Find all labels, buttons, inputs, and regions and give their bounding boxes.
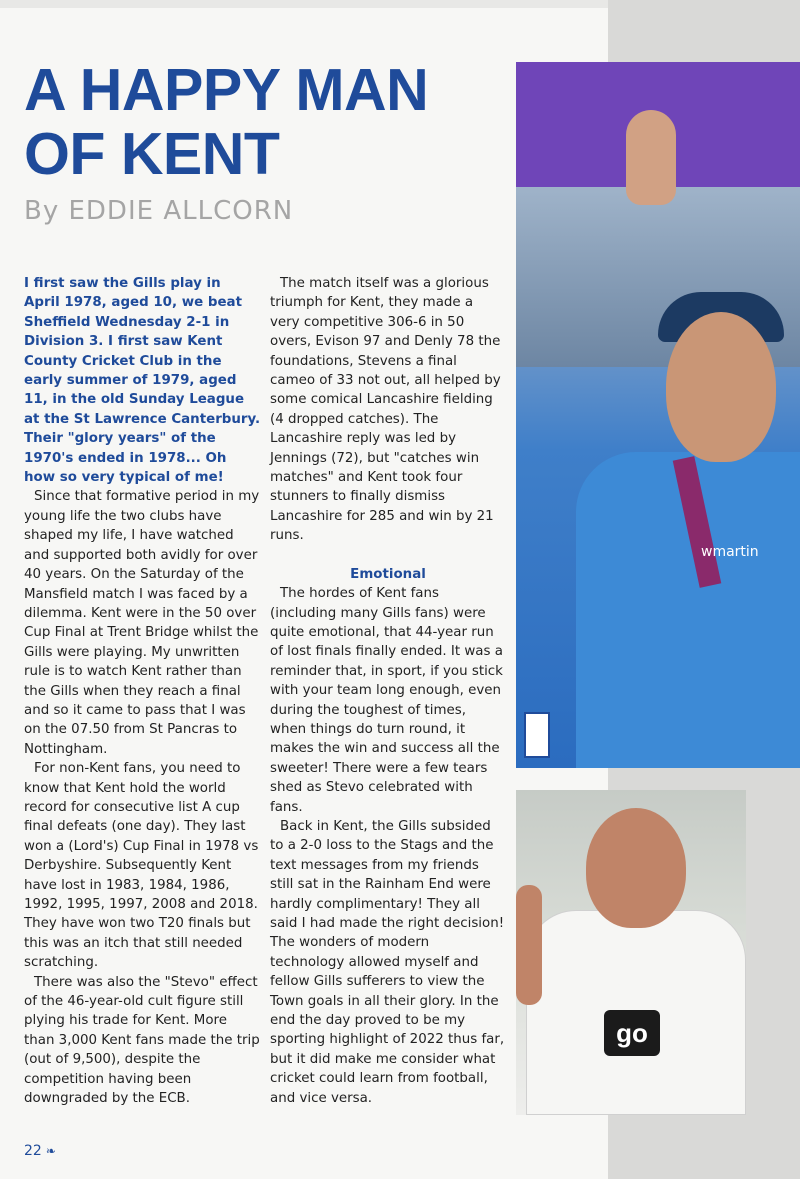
shirt-sponsor-text: wmartin	[701, 544, 759, 560]
article-column-left	[24, 274, 261, 1108]
article-byline: By EDDIE ALLCORN	[24, 196, 294, 226]
article-paragraph: There was also the "Stevo" effect of the 46-year-old cult figure still plying his trade for Kent. More than 3,000 Kent fans made the trip (out of 9,500), despite the competition having been downgraded by the ECB.	[24, 974, 260, 1107]
page-mark-icon: ❧	[45, 1144, 56, 1158]
article-paragraph: The hordes of Kent fans (including many Gills fans) were quite emotional, that 44-year run of lost finals finally ended. It was a reminder that, in sport, if you stick with your team long enough, even during the toughest of times, when things do turn round, it makes the win and success all the sweeter! There were a few tears shed as Stevo celebrated with fans.	[270, 586, 503, 815]
article-paragraph: Back in Kent, the Gills subsided to a 2-0 loss to the Stags and the text messages from my friends still sat in the Rainham End were hardly complimentary! They all said I had made the right decision! The wonders of modern technology allowed myself and fellow Gills sufferers to view the Town goals in all their glory. In the end the day proved to be my sporting highlight of 2022 thus far, but it did make me consider what cricket could learn from football, and vice versa.	[270, 818, 505, 1106]
article-column-middle	[270, 274, 506, 1108]
player-head	[586, 808, 686, 928]
player-face	[666, 312, 776, 462]
shirt-logo: go	[604, 1010, 660, 1056]
photo-celebrating-cricketers	[516, 62, 800, 768]
article-intro: I first saw the Gills play in April 1978, aged 10, we beat Sheffield Wednesday 2-1 in Division 3. I first saw Kent County Cricket Club in the early summer of 1979, aged 11, in the old Sunday League at the St Lawrence Canterbury. Their "glory years" of the 1970's ended in 1978... Oh how so very typical of me!	[24, 276, 261, 486]
player-arm	[516, 885, 542, 1005]
raised-hand	[626, 110, 676, 205]
article-title: A HAPPY MAN OF KENT	[24, 57, 429, 187]
article-subheading: Emotional	[350, 566, 426, 582]
ecb-crest-icon	[524, 712, 550, 758]
photo-smiling-player	[516, 790, 746, 1115]
article-paragraph: Since that formative period in my young life the two clubs have shaped my life, I have watched and supported both avidly for over 40 years. On the Saturday of the Mansfield match I was faced by a dilemma. Kent were in the 50 over Cup Final at Trent Bridge whilst the Gills were playing. My unwritten rule is to watch Kent rather than the Gills when they reach a final and so it came to pass that I was on the 07.50 from St Pancras to Nottingham.	[24, 489, 260, 757]
page-number-value: 22	[24, 1143, 42, 1159]
article-paragraph: The match itself was a glorious triumph for Kent, they made a very competitive 306-6 in 50 overs, Evison 97 and Denly 78 the foundations, Stevens a final cameo of 33 not out, all helped by some comical Lancashire fielding (4 dropped catches). The Lancashire reply was led by Jennings (72), but "catches win matches" and Kent took four stunners to finally dismiss Lancashire for 285 and win by 21 runs.	[270, 276, 501, 544]
page-number	[24, 1143, 56, 1159]
article-paragraph: For non-Kent fans, you need to know that Kent hold the world record for consecutive list A cup final defeats (one day). They last won a (Lord's) Cup Final in 1978 vs Derbyshire. Subsequently Kent have lost in 1983, 1984, 1986, 1992, 1995, 1997, 2008 and 2018. They have won two T20 finals but this was an itch that still needed scratching.	[24, 761, 259, 971]
